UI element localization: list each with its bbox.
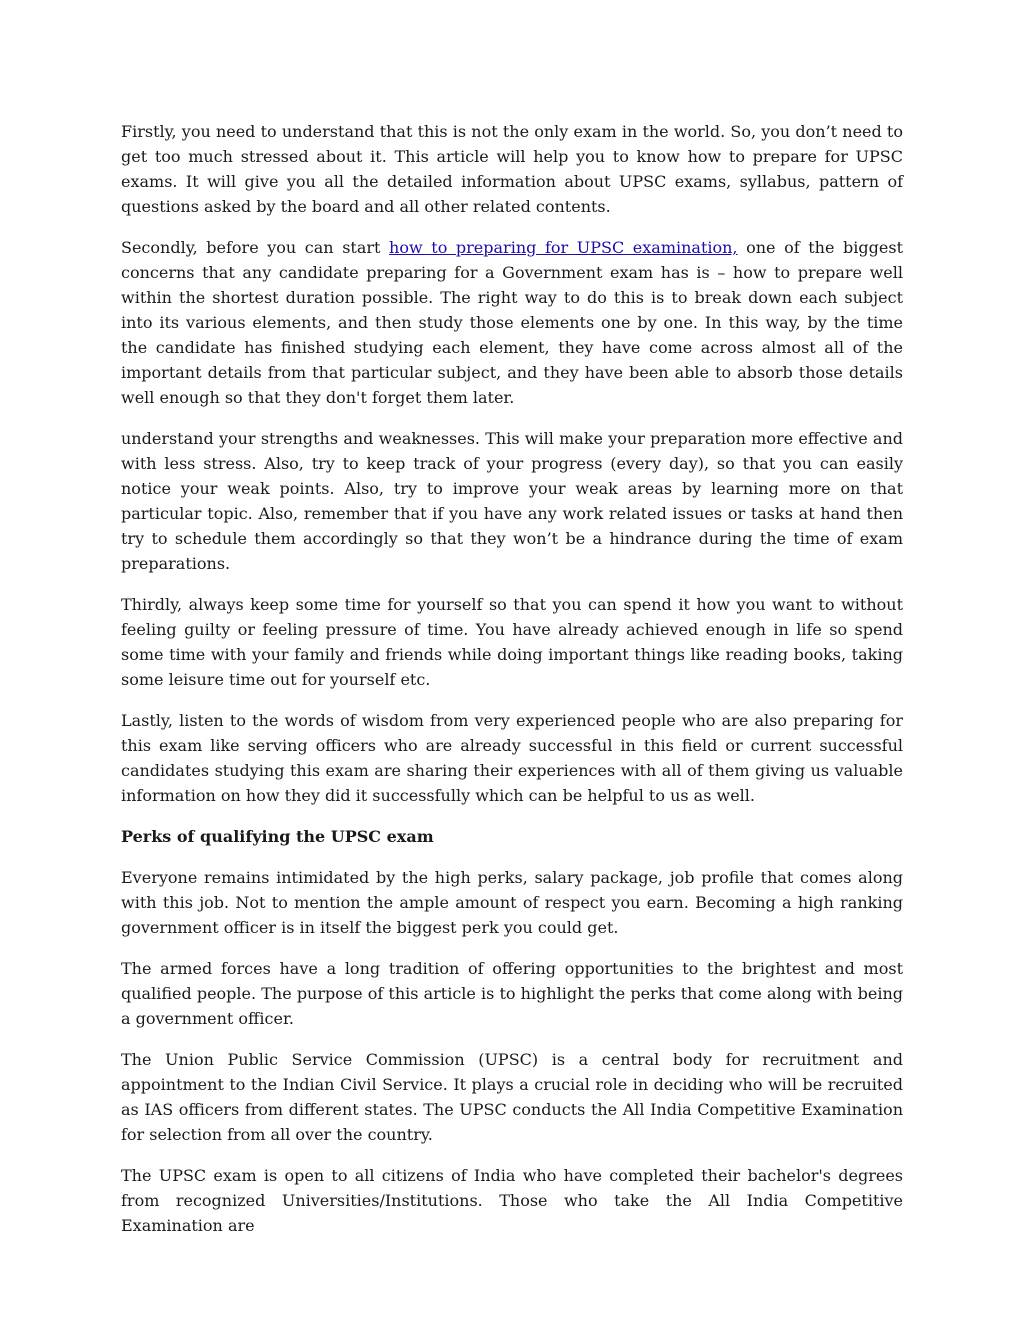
paragraph-perks: Everyone remains intimidated by the high perks, salary package, job profile that comes along with this job. Not to mention the ample amount of respect you earn. Becoming a high ranking government officer is in itself the biggest perk you could get. [121,868,903,937]
paragraph-intro: Firstly, you need to understand that this is not the only exam in the world. So, you don’t need to get too much stressed about it. This article will help you to know how to prepare for UPSC exams. It will give you all the detailed information about UPSC exams, syllabus, pattern of questions asked by the board and all other related contents. [121,122,903,216]
paragraph-text: Secondly, before you can start [121,238,390,257]
paragraph-eligibility: The UPSC exam is open to all citizens of India who have completed their bachelor's degrees from recognized Universities/Institutions. Those who take the All India Competitive Examination are [121,1166,903,1235]
paragraph-armed-forces: The armed forces have a long tradition of offering opportunities to the brightest and most qualified people. The purpose of this article is to highlight the perks that come along with being a government officer. [121,959,903,1028]
paragraph-secondly [121,235,903,410]
paragraph-upsc-body: The Union Public Service Commission (UPSC) is a central body for recruitment and appointment to the Indian Civil Service. It plays a crucial role in deciding who will be recruited as IAS officers from different states. The UPSC conducts the All India Competitive Examination for selection from all over the country. [121,1050,903,1144]
paragraph-lastly: Lastly, listen to the words of wisdom from very experienced people who are also preparing for this exam like serving officers who are already successful in this field or current successful candidates studying this exam are sharing their experiences with all of them giving us valuable information on how they did it successfully which can be helpful to us as well. [121,711,903,805]
section-heading: Perks of qualifying the UPSC exam [121,827,434,846]
paragraph-thirdly: Thirdly, always keep some time for yourself so that you can spend it how you want to without feeling guilty or feeling pressure of time. You have already achieved enough in life so spend some time with your family and friends while doing important things like reading books, taking some leisure time out for yourself etc. [121,595,903,689]
document-page [121,119,903,1254]
upsc-preparation-link[interactable]: how to preparing for UPSC examination, [389,238,738,257]
paragraph-strengths: understand your strengths and weaknesses. This will make your preparation more effective and with less stress. Also, try to keep track of your progress (every day), so that you can easily notice your weak points. Also, try to improve your weak areas by learning more on that particular topic. Also, remember that if you have any work related issues or tasks at hand then try to schedule them accordingly so that they won’t be a hindrance during the time of exam preparations. [121,429,903,573]
paragraph-text: one of the biggest concerns that any candidate preparing for a Government exam has is – how to prepare well within the shortest duration possible. The right way to do this is to break down each subject into its various elements, and then study those elements one by one. In this way, by the time the candidate has finished studying each element, they have come across almost all of the important details from that particular subject, and they have been able to absorb those details well enough so that they don't forget them later. [121,238,903,407]
